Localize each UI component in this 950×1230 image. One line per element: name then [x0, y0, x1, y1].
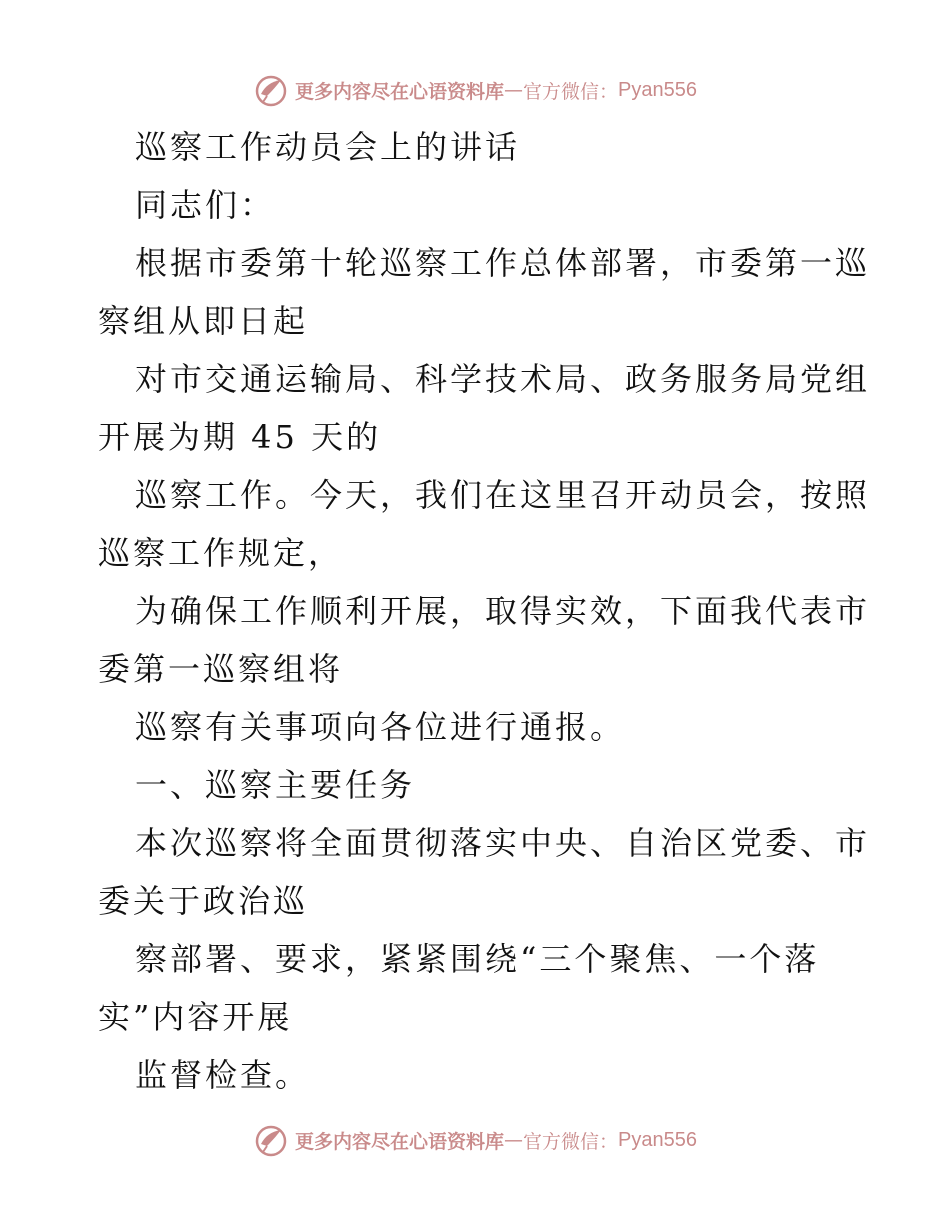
pen-logo-icon: [253, 1122, 289, 1158]
watermark-header: [0, 70, 950, 110]
paragraph-line: 实”内容开展: [98, 998, 293, 1036]
paragraph-line: 开展为期 45 天的: [98, 418, 382, 456]
watermark-dash: —: [504, 1129, 524, 1151]
watermark-wechat-label: 官方微信：: [523, 80, 619, 103]
watermark-main-text: 更多内容尽在心语资料库: [295, 1130, 505, 1153]
paragraph-line: 巡察有关事项向各位进行通报。: [135, 708, 626, 746]
salutation: 同志们：: [135, 186, 276, 224]
paragraph-line: 根据市委第十轮巡察工作总体部署，市委第一巡: [135, 244, 871, 282]
document-body: [98, 118, 871, 1104]
paragraph-line: 对市交通运输局、科学技术局、政务服务局党组: [135, 360, 871, 398]
paragraph-line: 委关于政治巡: [98, 882, 309, 920]
paragraph-line: 察部署、要求，紧紧围绕“三个聚焦、一个落: [135, 940, 820, 978]
watermark-footer: [0, 1120, 950, 1160]
paragraph-line: 为确保工作顺利开展，取得实效，下面我代表市: [135, 592, 871, 630]
document-title: 巡察工作动员会上的讲话: [135, 128, 521, 166]
paragraph-line: 本次巡察将全面贯彻落实中央、自治区党委、市: [135, 824, 871, 862]
paragraph-line: 巡察工作。今天，我们在这里召开动员会，按照: [135, 476, 871, 514]
watermark-wechat-id: Pyan556: [618, 78, 697, 101]
paragraph-line: 监督检查。: [135, 1056, 311, 1094]
paragraph-line: 委第一巡察组将: [98, 650, 344, 688]
watermark-dash: —: [504, 79, 524, 101]
paragraph-line: 巡察工作规定，: [98, 534, 344, 572]
watermark-main-text: 更多内容尽在心语资料库: [295, 80, 505, 103]
pen-logo-icon: [253, 72, 289, 108]
section-heading: 一、巡察主要任务: [135, 766, 416, 804]
watermark-wechat-label: 官方微信：: [523, 1130, 619, 1153]
paragraph-line: 察组从即日起: [98, 302, 309, 340]
watermark-wechat-id: Pyan556: [618, 1128, 697, 1151]
